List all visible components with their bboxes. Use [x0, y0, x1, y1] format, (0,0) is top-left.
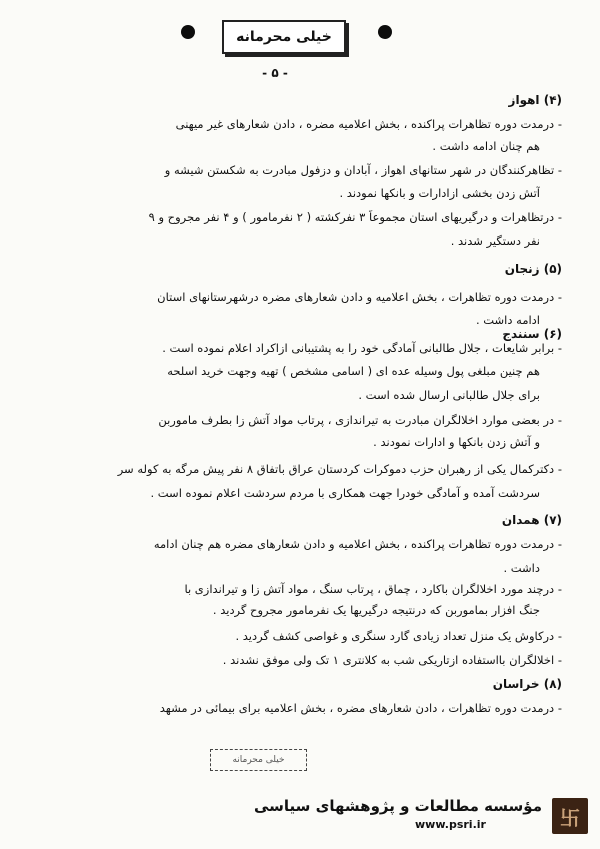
- text-line: - درمدت دوره تظاهرات پراکنده ، بخش اعلامیه و دادن شعارهای مضره هم چنان ادامه: [36, 537, 562, 551]
- text-line: - اخلالگران بااستفاده ازتاریکی شب به کلانتری ۱ تک ولی موفق نشدند .: [36, 653, 562, 667]
- text-line: - درمدت دوره تظاهرات ، بخش اعلامیه و دادن شعارهای مضره درشهرستانهای استان: [36, 290, 562, 304]
- punch-hole-right: [378, 25, 392, 39]
- text-line: - درمدت دوره تظاهرات پراکنده ، بخش اعلامیه مضره ، دادن شعارهای غیر میهنی: [36, 117, 562, 131]
- text-line: سردشت آمده و آمادگی خودرا جهت همکاری با مردم سردشت اعلام نموده است .: [150, 486, 540, 500]
- page-number: - ۵ -: [262, 66, 288, 80]
- classification-stamp: خیلی محرمانه: [222, 20, 346, 54]
- text-line: و آتش زدن بانکها و ادارات نمودند .: [373, 435, 540, 449]
- institute-name: مؤسسه مطالعات و پژوهشهای سیاسی: [253, 797, 542, 815]
- text-line: - درکاوش یک منزل تعداد زیادی گارد سنگری و غواصی کشف گردید .: [36, 629, 562, 643]
- section-heading: (۸) خراسان: [492, 677, 562, 691]
- section-heading: (۵) زنجان: [504, 262, 562, 276]
- text-line: - درتظاهرات و درگیریهای استان مجموعاً ۳ نفرکشته ( ۲ نفرمامور ) و ۴ نفر مجروح و ۹: [36, 210, 562, 224]
- text-line: - تظاهرکنندگان در شهر ستانهای اهواز ، آبادان و دزفول مبادرت به شکستن شیشه و: [36, 163, 562, 177]
- text-line: جنگ افزار بماموربن که درنتیجه درگیریها یک نفرمامور مجروح گردید .: [212, 603, 540, 617]
- text-line: - دکترکمال یکی از رهبران حزب دموکرات کردستان عراق باتفاق ۸ نفر پیش مرگه به کوله سر: [36, 462, 562, 476]
- section-heading: (۷) همدان: [501, 513, 562, 527]
- text-line: - در بعضی موارد اخلالگران مبادرت به تیراندازی ، پرتاب مواد آتش زا بطرف ماموربن: [36, 413, 562, 427]
- text-line: - برابر شایعات ، جلال طالبانی آمادگی خود را به پشتیبانی ازاکراد اعلام نموده است .: [36, 341, 562, 355]
- text-line: داشت .: [503, 561, 540, 575]
- punch-hole-left: [181, 25, 195, 39]
- text-line: - درمدت دوره تظاهرات ، دادن شعارهای مضره ، بخش اعلامیه برای بیمائی در مشهد: [36, 701, 562, 715]
- text-line: ادامه داشت .: [475, 313, 540, 327]
- section-heading: (۴) اهواز: [508, 93, 562, 107]
- text-line: هم چنان ادامه داشت .: [432, 139, 540, 153]
- section-heading: (۶) سنندج: [502, 327, 562, 341]
- institute-logo-icon: 卐: [552, 798, 588, 834]
- text-line: آتش زدن بخشی ازادارات و بانکها نمودند .: [339, 186, 540, 200]
- bottom-stamp: خیلی محرمانه: [210, 749, 307, 771]
- institute-url[interactable]: www.psri.ir: [415, 818, 486, 831]
- text-line: نفر دستگیر شدند .: [450, 234, 540, 248]
- text-line: هم چنین مبلغی پول وسیله عده ای ( اسامی مشخص ) تهیه وجهت خرید اسلحه: [167, 364, 540, 378]
- text-line: برای جلال طالبانی ارسال شده است .: [358, 388, 540, 402]
- text-line: - درچند مورد اخلالگران باکارد ، چماق ، پرتاب سنگ ، مواد آتش زا و تیراندازی با: [36, 582, 562, 596]
